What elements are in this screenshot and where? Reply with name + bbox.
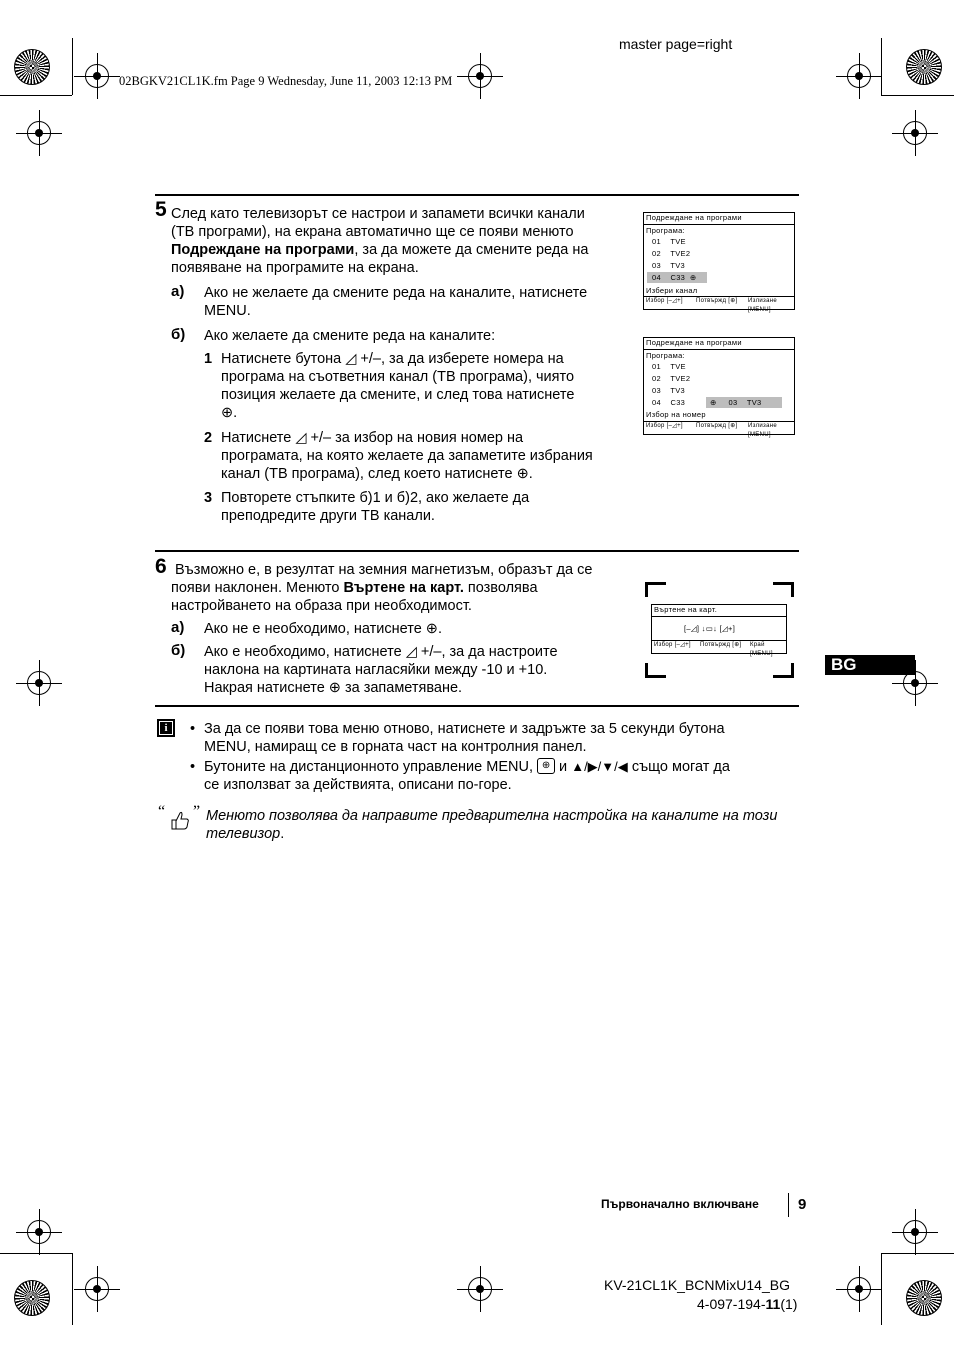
osd-footer-confirm: Потвържд [⊕] [696,423,738,429]
tip-text [206,825,284,843]
substep-text: Повторете стъпките б)1 и б)2, ако желаете да [221,490,530,506]
osd-label: Програма: [646,226,685,235]
footer-divider [788,1193,789,1217]
osd-picture-rotation-menu [651,604,787,657]
note-text [204,758,730,776]
osd-row: 01 TVE [652,237,686,246]
note-text: За да се появи това меню отново, натиснете и задръжте за 5 секунди бутона [204,721,725,737]
substep-number: 2 [204,430,213,446]
text-run: (1) [780,1296,798,1312]
note-text: MENU, намиращ се в горната част на контролния панел. [204,739,587,755]
text-run: телевизор [206,826,281,842]
step5-intro-line [171,241,588,259]
substep-text: преподредите други ТВ канали. [221,508,435,524]
crosshair-mark [468,1277,492,1301]
option-text: Ако е необходимо, натиснете ◿ +/–, за да настроите [204,644,558,660]
text-run: 4-097-194- [697,1296,766,1312]
part-number [697,1296,797,1312]
osd-footer-select: Избор [–◿+] [654,642,691,648]
arrow-down-icon: ▼/ [601,759,618,774]
crop-line [881,38,882,95]
substep-text: Натиснете ◿ +/– за избор на новия номер на [221,430,524,446]
crosshair-mark [468,64,492,88]
osd-row: 04 C33 [652,398,686,407]
crop-line [881,95,954,96]
section-divider [155,550,799,552]
substep-text: канал (ТВ програма), след което натиснете ⊕. [221,466,533,482]
crosshair-mark [903,121,927,145]
osd-program-sort-menu [643,337,795,438]
text-run: 11 [765,1296,781,1312]
text-run: позволява [463,580,538,596]
text-run: Бутоните на дистанционното управление MENU, [204,759,533,775]
osd-footer-exit: Излизане [MENU] [748,298,777,313]
option-text: Накрая натиснете ⊕ за запаметяване. [204,680,463,696]
text-run: , за да можете да смените реда на [354,242,589,258]
bullet: • [190,721,196,737]
tip-text: Менюто позволява да направите предварителна настройка на каналите на този [206,808,778,824]
option-label: б) [171,642,186,659]
crosshair-mark [847,64,871,88]
option-label: б) [171,326,186,343]
osd-program-sort-menu [643,212,795,313]
osd-footer-confirm: Потвържд [⊕] [696,298,738,304]
registration-star-bottom-left [14,1280,50,1316]
step6-line [171,579,538,597]
crosshair-mark [27,121,51,145]
osd-row: 02 TVE2 [652,374,691,383]
step5-intro-line: (ТВ програми), на екрана автоматично ще се появи менюто [171,224,574,240]
osd-rotation-control: [–◿] ↓▭↓ [◿+] [684,624,736,633]
osd-row-selected: 04 C33 ⊕ [652,273,697,282]
menu-name: Въртене на карт. [343,580,464,596]
substep-text: ⊕. [221,405,238,421]
substep-number: 1 [204,351,213,367]
language-tab [825,655,915,675]
bullet: • [190,759,196,775]
registration-star-top-right [906,49,942,85]
osd-row-moving: ⊕ 03 TV3 [710,398,762,407]
ok-button-icon: ⊕ [537,758,555,774]
option-text: Ако желаете да смените реда на каналите: [204,328,496,344]
arrow-up-icon: ▲ [571,759,585,774]
crop-line [0,1253,72,1254]
language-tab-label: BG [831,655,857,674]
frame-corner [645,582,666,597]
crosshair-mark [27,1220,51,1244]
option-text: наклона на картината нагласяйки между -10 и +10. [204,662,548,678]
substep-text: програма на съответния канал (ТВ програма), чиято [221,369,575,385]
text-run: появи наклонен. Менюто [171,580,344,596]
option-text: Ако не желаете да смените реда на каналите, натиснете [204,285,588,301]
frame-corner [773,582,794,597]
substep-number: 3 [204,490,213,506]
osd-footer-select: Избор [–◿+] [646,298,683,304]
section-divider [155,194,799,196]
option-label: а) [171,619,185,636]
crop-line [881,1253,954,1254]
arrow-right-icon: /▶/ [584,759,602,774]
osd-row: 03 TV3 [652,261,685,270]
osd-title: Въртене на карт. [654,605,718,614]
step6-line: Възможно е, в резултат на земния магнетизъм, образът да се [175,562,593,578]
crop-line [0,95,72,96]
osd-title: Подреждане на програми [646,213,742,222]
osd-row: 01 TVE [652,362,686,371]
step5-intro-line: След като телевизорът се настрои и запамети всички канали [171,206,585,222]
file-info: 02BGKV21CL1K.fm Page 9 Wednesday, June 11, 2003 12:13 PM [119,74,453,88]
text-run: също могат да [631,759,730,775]
osd-footer-select: Избор [–◿+] [646,423,683,429]
option-label: а) [171,283,185,300]
crop-line [72,38,73,95]
crosshair-mark [85,1277,109,1301]
step-number: 5 [155,198,167,221]
frame-corner [645,663,666,678]
crosshair-mark [847,1277,871,1301]
osd-status: Избери канал [646,286,698,295]
registration-star-bottom-right [906,1280,942,1316]
option-text: MENU. [204,303,251,319]
page-number: 9 [798,1196,807,1213]
substep-text: Натиснете бутона ◿ +/–, за да изберете номера на [221,351,564,367]
osd-footer-end: Край [MENU] [750,642,773,657]
osd-label: Програма: [646,351,685,360]
crop-line [881,1253,882,1325]
substep-text: програмата, на която желаете да запаметите избрания [221,448,593,464]
section-divider [155,705,799,707]
section-name: Първоначално включване [601,1197,759,1211]
text-run: и [559,759,568,775]
osd-row: 03 TV3 [652,386,685,395]
osd-row: 02 TVE2 [652,249,691,258]
crosshair-mark [27,671,51,695]
text-run: . [280,826,285,842]
registration-star-top-left [14,49,50,85]
crop-line [72,1253,73,1325]
osd-status: Избор на номер [646,410,706,419]
option-text: Ако не е необходимо, натиснете ⊕. [204,621,442,637]
crosshair-mark [903,1220,927,1244]
osd-footer-exit: Излизане [MENU] [748,423,777,438]
osd-title: Подреждане на програми [646,338,742,347]
tip-icon: “ ” [158,806,204,832]
master-page-label: master page=right [619,36,733,52]
model-code: KV-21CL1K_BCNMixU14_BG [604,1277,790,1293]
note-text: се използват за действията, описани по-горе. [204,777,512,793]
crosshair-mark [85,64,109,88]
info-icon: i [157,719,175,737]
substep-text: позиция желаете да смените, и след това натиснете [221,387,575,403]
step6-line: настройването на образа при необходимост. [171,598,472,614]
step5-intro-line: появяване на програмите на екрана. [171,260,419,276]
step-number: 6 [155,555,167,578]
osd-footer-confirm: Потвържд [⊕] [700,642,742,648]
menu-name: Подреждане на програми [171,242,355,258]
frame-corner [773,663,794,678]
arrow-left-icon: ◀ [617,759,628,774]
